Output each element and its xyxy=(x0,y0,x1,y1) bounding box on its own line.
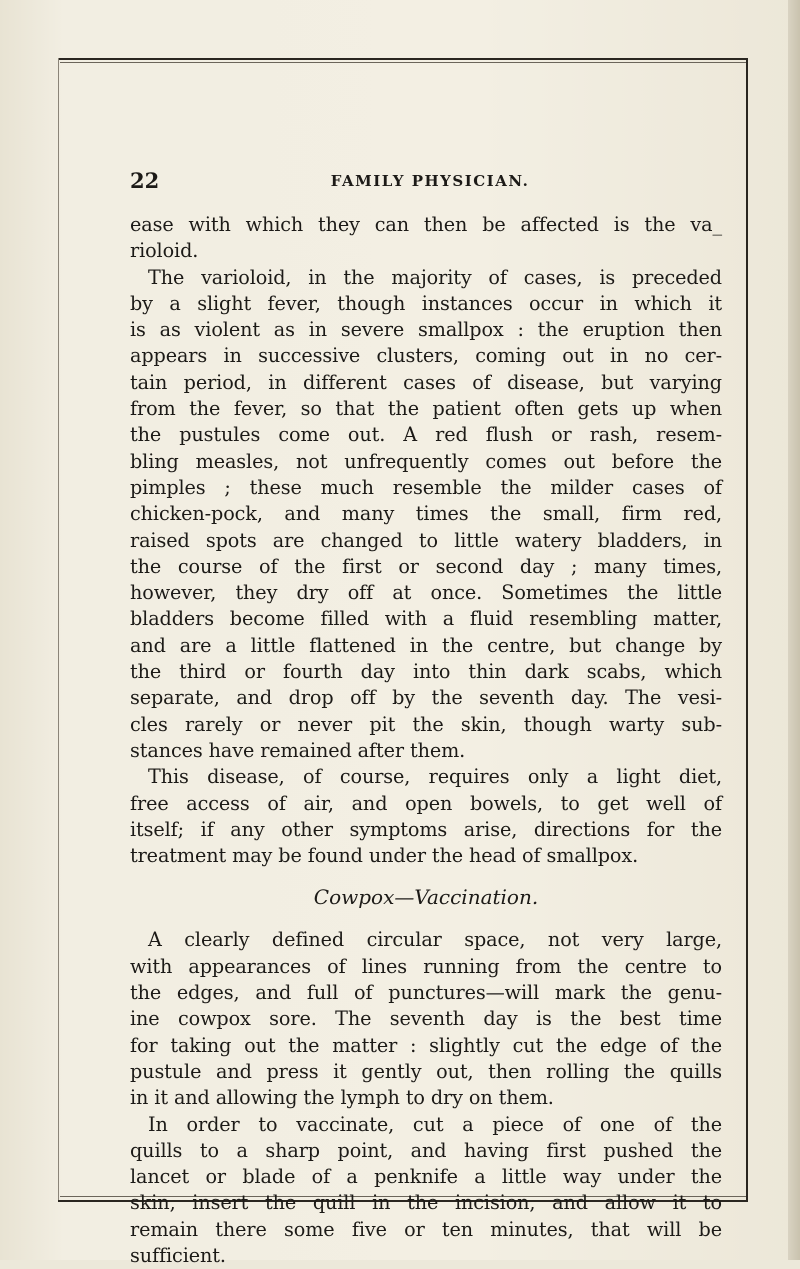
text-line: bling measles, not unfrequently comes out before the xyxy=(130,449,722,473)
text-line: itself; if any other symptoms arise, directions for the xyxy=(130,817,722,841)
text-line: the course of the first or second day ; many times, xyxy=(130,554,722,578)
body-text xyxy=(130,212,722,1269)
text-line: raised spots are changed to little watery bladders, in xyxy=(130,528,722,552)
text-line: the third or fourth day into thin dark scabs, which xyxy=(130,660,722,684)
text-line: with appearances of lines running from the centre to xyxy=(130,954,722,978)
page-number: 22 xyxy=(130,168,160,193)
text-line: by a slight fever, though instances occur in which it xyxy=(130,291,722,315)
text-line: for taking out the matter : slightly cut the edge of the xyxy=(130,1033,722,1057)
section-heading: Cowpox—Vaccination. xyxy=(313,885,539,910)
text-line: appears in successive clusters, coming out in no cer- xyxy=(130,344,722,368)
text-line: is as violent as in severe smallpox : the eruption then xyxy=(130,318,722,342)
text-line: A clearly defined circular space, not very large, xyxy=(148,928,722,952)
text-line: ease with which they can then be affected is the va_ xyxy=(130,213,722,236)
frame-top-inner-rule xyxy=(60,62,746,63)
text-line: cles rarely or never pit the skin, though warty sub- xyxy=(130,712,722,736)
text-line: pimples ; these much resemble the milder cases of xyxy=(130,475,722,499)
text-line: The varioloid, in the majority of cases, is preceded xyxy=(148,265,722,289)
text-line: remain there some five or ten minutes, that will be xyxy=(130,1217,722,1241)
text-line: stances have remained after them. xyxy=(130,738,466,762)
text-line: quills to a sharp point, and having first pushed the xyxy=(130,1138,722,1162)
text-line: In order to vaccinate, cut a piece of one of the xyxy=(148,1112,722,1136)
text-line: in it and allowing the lymph to dry on them. xyxy=(130,1086,554,1110)
frame-top-rule xyxy=(58,58,748,60)
text-line: skin, insert the quill in the incision, and allow it to xyxy=(130,1191,722,1215)
text-line: chicken-pock, and many times the small, firm red, xyxy=(130,502,722,526)
text-line: the edges, and full of punctures—will mark the genu- xyxy=(130,981,722,1005)
text-line: treatment may be found under the head of smallpox. xyxy=(130,844,639,868)
text-line: and are a little flattened in the centre, but change by xyxy=(130,633,722,657)
text-line: bladders become filled with a fluid resembling matter, xyxy=(130,607,722,631)
text-line: ine cowpox sore. The seventh day is the best time xyxy=(130,1007,722,1031)
text-line: from the fever, so that the patient often gets up when xyxy=(130,397,722,421)
text-line: however, they dry off at once. Sometimes the little xyxy=(130,581,722,605)
frame-left-rule xyxy=(58,58,59,1202)
text-line: This disease, of course, requires only a light diet, xyxy=(148,765,722,789)
text-line: sufficient. xyxy=(130,1243,226,1267)
page-header xyxy=(130,168,720,198)
text-line: lancet or blade of a penknife a little way under the xyxy=(130,1165,722,1189)
text-line: tain period, in different cases of disease, but varying xyxy=(130,370,722,394)
page-edge-shadow xyxy=(788,0,800,1260)
text-line: rioloid. xyxy=(130,239,199,263)
text-line: separate, and drop off by the seventh day. The vesi- xyxy=(130,686,722,710)
text-line: free access of air, and open bowels, to get well of xyxy=(130,791,722,815)
text-line: pustule and press it gently out, then rolling the quills xyxy=(130,1059,722,1083)
text-line: the pustules come out. A red flush or rash, resem- xyxy=(130,423,722,447)
frame-right-rule xyxy=(746,58,748,1202)
running-head: FAMILY PHYSICIAN. xyxy=(330,172,530,190)
